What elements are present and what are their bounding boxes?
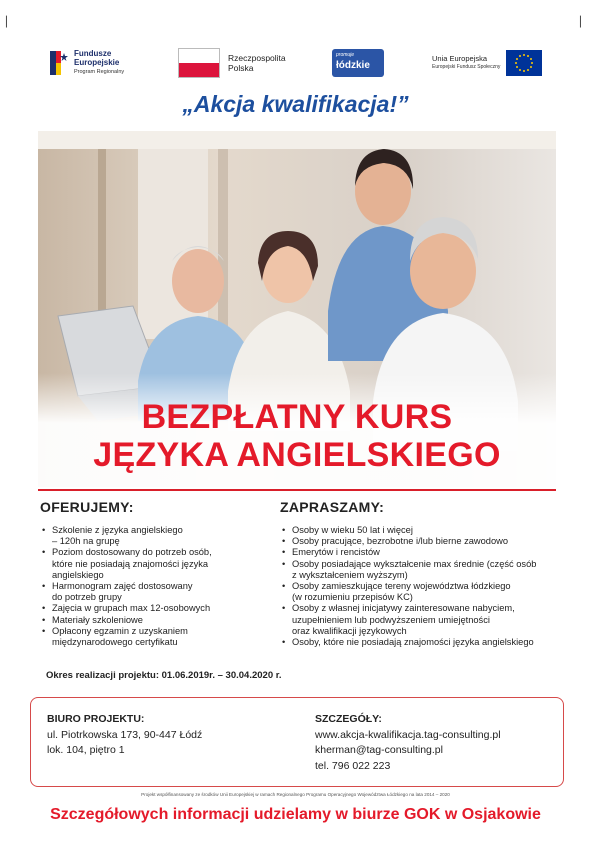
- offer-item-line: • Szkolenie z języka angielskiego: [52, 525, 183, 535]
- invite-list: [280, 525, 570, 648]
- details-block: [315, 712, 501, 774]
- ue-line1: Unia Europejska: [432, 54, 488, 63]
- rzeczpospolita-logo: [178, 40, 286, 86]
- invite-item: [280, 547, 570, 558]
- ue-sub: Europejski Fundusz Społeczny: [432, 64, 501, 70]
- subtitle: „Akcja kwalifikacja!”: [182, 91, 409, 117]
- offer-item-line: • Harmonogram zajęć dostosowany: [52, 581, 193, 592]
- footnote: Projekt współfinansowany ze środków Unii Europejskiej w ramach Regionalnego Programu Operacyjnego Województwa Łódzkiego na lata 2014 – 2020: [141, 792, 450, 797]
- details-email[interactable]: kherman@tag-consulting.pl: [315, 744, 443, 756]
- crop-mark-tr: ▏: [580, 17, 588, 28]
- office-title: BIURO PROJEKTU:: [47, 713, 145, 725]
- office-address1: ul. Piotrkowska 173, 90-447 Łódź: [47, 728, 203, 741]
- fe-line1: Fundusze: [74, 49, 112, 58]
- offer-list: [40, 525, 280, 648]
- offer-item-line: angielskiego: [52, 569, 104, 580]
- invite-item: [280, 525, 570, 536]
- invite-item: [280, 536, 570, 547]
- bottom-note: Szczegółowych informacji udzielamy w biurze GOK w Osjakowie: [50, 806, 541, 823]
- lodz-main: łódzkie: [336, 60, 370, 71]
- invite-item-line: • Osoby pracujące, bezrobotne i/lub bierne zawodowo: [292, 536, 509, 547]
- fe-star-icon: [50, 47, 68, 79]
- invite-item-line: • Osoby, które nie posiadają znajomości języka angielskiego: [292, 637, 534, 648]
- office-address2: lok. 104, piętro 1: [47, 744, 125, 756]
- invite-item-line: • Osoby zamieszkujące tereny województwa łódzkiego: [292, 581, 511, 592]
- fundusze-europejskie-logo: [50, 40, 124, 86]
- project-period: Okres realizacji projektu: 01.06.2019r. – 30.04.2020 r.: [46, 670, 282, 681]
- invite-item-line: • Emerytów i rencistów: [292, 547, 380, 558]
- pl-line1: Rzeczpospolita: [228, 53, 286, 63]
- lodzkie-logo: [332, 40, 384, 86]
- contact-box: [30, 697, 564, 787]
- unia-europejska-logo: [432, 40, 542, 86]
- pl-line2: Polska: [228, 63, 254, 73]
- invite-item-line: (w rozumieniu przepisów KC): [292, 592, 413, 603]
- invite-item-line: • Osoby z własnej inicjatywy zainteresowane nabyciem,: [292, 603, 515, 614]
- invite-item: [280, 603, 570, 637]
- offer-item-line: • Opłacony egzamin z uzyskaniem: [52, 625, 188, 636]
- fe-sub: Program Regionalny: [74, 69, 125, 75]
- lodz-small: promuje: [336, 52, 355, 58]
- invite-title: ZAPRASZAMY:: [280, 499, 385, 515]
- details-website[interactable]: www.akcja-kwalifikacja.tag-consulting.pl: [315, 728, 501, 741]
- invite-section: [280, 499, 570, 648]
- offer-item: [40, 626, 280, 648]
- logo-bar: [42, 40, 550, 86]
- invite-item-line: z wykształceniem wyższym): [292, 569, 408, 580]
- offer-item-line: do potrzeb grupy: [52, 592, 122, 603]
- offer-item-line: • Poziom dostosowany do potrzeb osób,: [52, 547, 212, 558]
- offer-item-line: które nie posiadają znajomości języka: [52, 558, 209, 569]
- fe-line2: Europejskie: [74, 58, 120, 67]
- invite-item-line: • Osoby posiadające wykształcenie max średnie (część osób: [292, 558, 537, 569]
- offer-title: OFERUJEMY:: [40, 499, 134, 515]
- invite-item: [280, 637, 570, 648]
- offer-item-line: • Materiały szkoleniowe: [52, 614, 143, 625]
- crop-mark-tl: ▏: [6, 17, 14, 28]
- details-title: SZCZEGÓŁY:: [315, 713, 382, 725]
- invite-item-line: • Osoby w wieku 50 lat i więcej: [292, 525, 413, 535]
- invite-item-line: uzupełnieniem lub podwyższeniem umiejętności: [292, 614, 490, 625]
- offer-item-line: międzynarodowego certyfikatu: [52, 637, 178, 648]
- offer-item-line: • Zajęcia w grupach max 12-osobowych: [52, 603, 211, 614]
- divider: [38, 489, 556, 491]
- invite-item-line: oraz kwalifikacji językowych: [292, 625, 407, 636]
- invite-item: [280, 559, 570, 581]
- offer-item: [40, 525, 280, 547]
- headline-line2: JĘZYKA ANGIELSKIEGO: [93, 436, 501, 474]
- headline-line1: BEZPŁATNY KURS: [141, 398, 453, 436]
- headline: [38, 398, 556, 474]
- offer-item: [40, 547, 280, 581]
- offer-item: [40, 603, 280, 614]
- offer-section: [40, 499, 280, 648]
- offer-item: [40, 615, 280, 626]
- invite-item: [280, 581, 570, 603]
- eu-flag-icon: [506, 50, 542, 76]
- offer-item: [40, 581, 280, 603]
- details-phone: tel. 796 022 223: [315, 759, 391, 772]
- office-block: [47, 712, 202, 759]
- polish-flag-icon: [178, 48, 220, 78]
- offer-item-line: – 120h na grupę: [52, 536, 120, 547]
